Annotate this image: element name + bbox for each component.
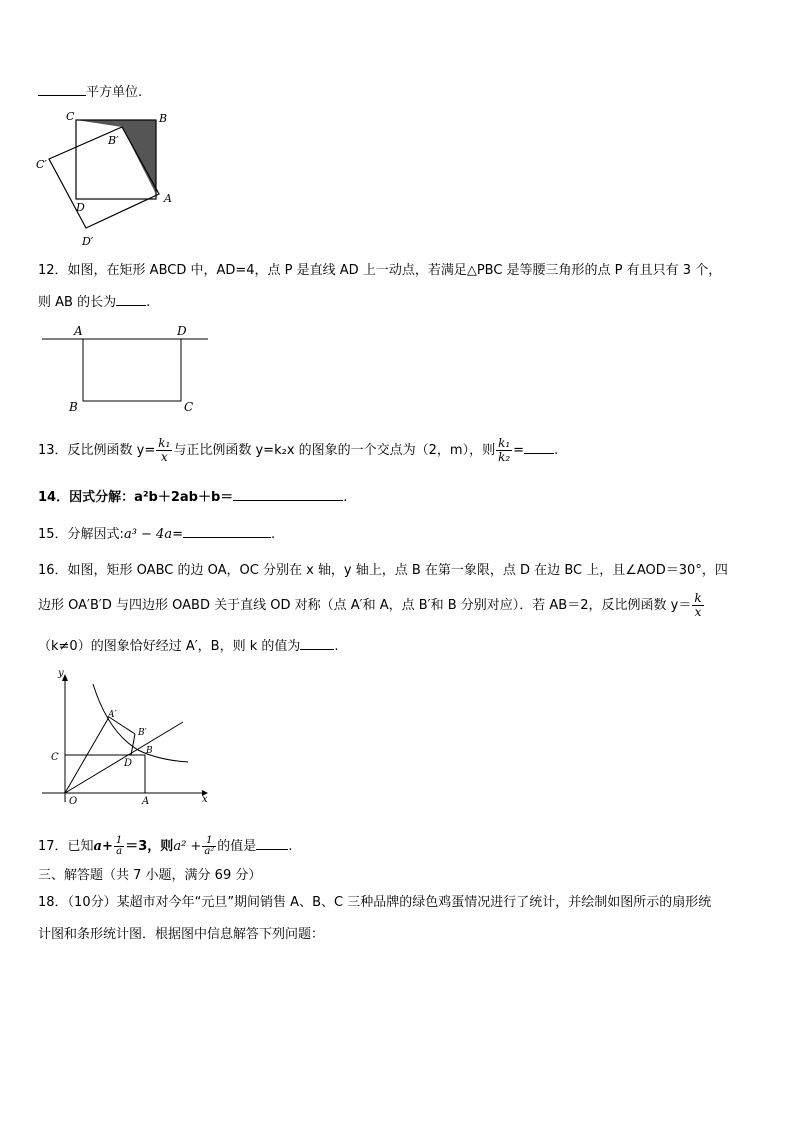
answer-blank[interactable] xyxy=(256,836,288,850)
label-A: A xyxy=(142,796,150,807)
hyperbola-curve xyxy=(93,684,188,762)
fraction-k1-over-x: $\frac{\text{k₁}}{x}$ xyxy=(158,436,171,464)
answer-blank[interactable] xyxy=(38,82,86,96)
label-D: D xyxy=(124,758,133,769)
q12-line1: 12．如图，在矩形 ABCD 中，AD=4，点 P 是直线 AD 上一动点，若满足△PBC 是等腰三角形的点 P 有且只有 3 个， xyxy=(38,263,722,278)
q16-line3: （k≠0）的图象恰好经过 A′，B，则 k 的值为 . xyxy=(38,636,339,656)
q12-line2: 则 AB 的长为 . xyxy=(38,292,150,312)
answer-blank[interactable] xyxy=(233,487,343,501)
label-C: C xyxy=(51,752,59,763)
rectangle-abcd xyxy=(83,339,181,401)
answer-blank[interactable] xyxy=(183,524,271,538)
figure-q12 xyxy=(36,322,216,416)
label-A: A xyxy=(74,324,83,338)
q18-line1: 18．（10分）某超市对今年“元旦”期间销售 A、B、C 三种品牌的绿色鸡蛋情况进行了统计，并绘制如图所示的扇形统 xyxy=(38,895,712,910)
shaded-region-right xyxy=(113,120,156,194)
label-C: C xyxy=(184,400,194,414)
fraction-1-over-a: $\frac{1}{a}$ xyxy=(115,835,123,857)
q16-line1: 16．如图，矩形 OABC 的边 OA，OC 分别在 x 轴，y 轴上，点 B 在第一象限，点 D 在边 BC 上，且∠AOD＝30°，四 xyxy=(38,563,728,578)
q15-line: 15．分解因式:a³ − 4a= . xyxy=(38,524,275,544)
label-B: B xyxy=(69,400,78,414)
q12-ask: 则 AB 的长为 xyxy=(38,295,117,310)
label-y: y xyxy=(58,668,64,679)
q11-answer-line xyxy=(38,82,142,102)
figure-q16 xyxy=(38,662,218,810)
q11-unit: 平方单位. xyxy=(86,85,143,100)
label-B-prime: B′ xyxy=(138,728,147,738)
label-B-prime: B′ xyxy=(108,134,119,147)
q15-expression: a³ − 4a xyxy=(123,527,173,542)
q13-line: 13．反比例函数 y= $\frac{\text{k₁}}{x}$ 与正比例函数 y=k₂x 的图象的一个交点为（2，m），则 $\frac{\text{k₁}}{\text{k₂}}$ = . xyxy=(38,436,559,464)
label-A: A xyxy=(164,192,172,205)
label-x: x xyxy=(202,794,208,805)
q18-line2: 计图和条形统计图．根据图中信息解答下列问题： xyxy=(38,927,325,942)
label-D: D xyxy=(76,201,85,214)
label-D-prime: D′ xyxy=(82,235,94,248)
figure-q11 xyxy=(36,108,186,253)
fraction-k1-over-k2: $\frac{\text{k₁}}{\text{k₂}}$ xyxy=(498,436,511,464)
label-O: O xyxy=(69,796,78,807)
q17-line: 17．已知a+ $\frac{1}{a}$ ＝3，则a² + $\frac{1}{\text{a²}}$ 的值是 . xyxy=(38,835,293,857)
answer-blank[interactable] xyxy=(116,292,146,306)
fraction-k-over-x: $\frac{k}{x}$ xyxy=(694,591,702,619)
answer-blank[interactable] xyxy=(524,440,554,454)
answer-blank[interactable] xyxy=(300,636,334,650)
label-B: B xyxy=(159,112,168,125)
label-A-prime: A′ xyxy=(108,710,117,720)
fraction-1-over-a-squared: $\frac{1}{\text{a²}}$ xyxy=(204,835,215,857)
label-C-prime: C′ xyxy=(36,158,47,171)
label-B: B xyxy=(146,746,153,756)
rectangle-oabc xyxy=(65,755,145,793)
section3-title: 三、解答题（共 7 小题，满分 69 分） xyxy=(38,868,262,883)
q16-line2: 边形 OA′B′D 与四边形 OABD 关于直线 OD 对称（点 A′和 A，点 B′和 B 分别对应）．若 AB＝2，反比例函数 y＝ $\frac{k}{x}$ xyxy=(38,591,702,619)
q14-line: 14．因式分解：a²b＋2ab＋b＝ . xyxy=(38,487,347,507)
label-D: D xyxy=(177,324,187,338)
label-C: C xyxy=(66,110,75,123)
